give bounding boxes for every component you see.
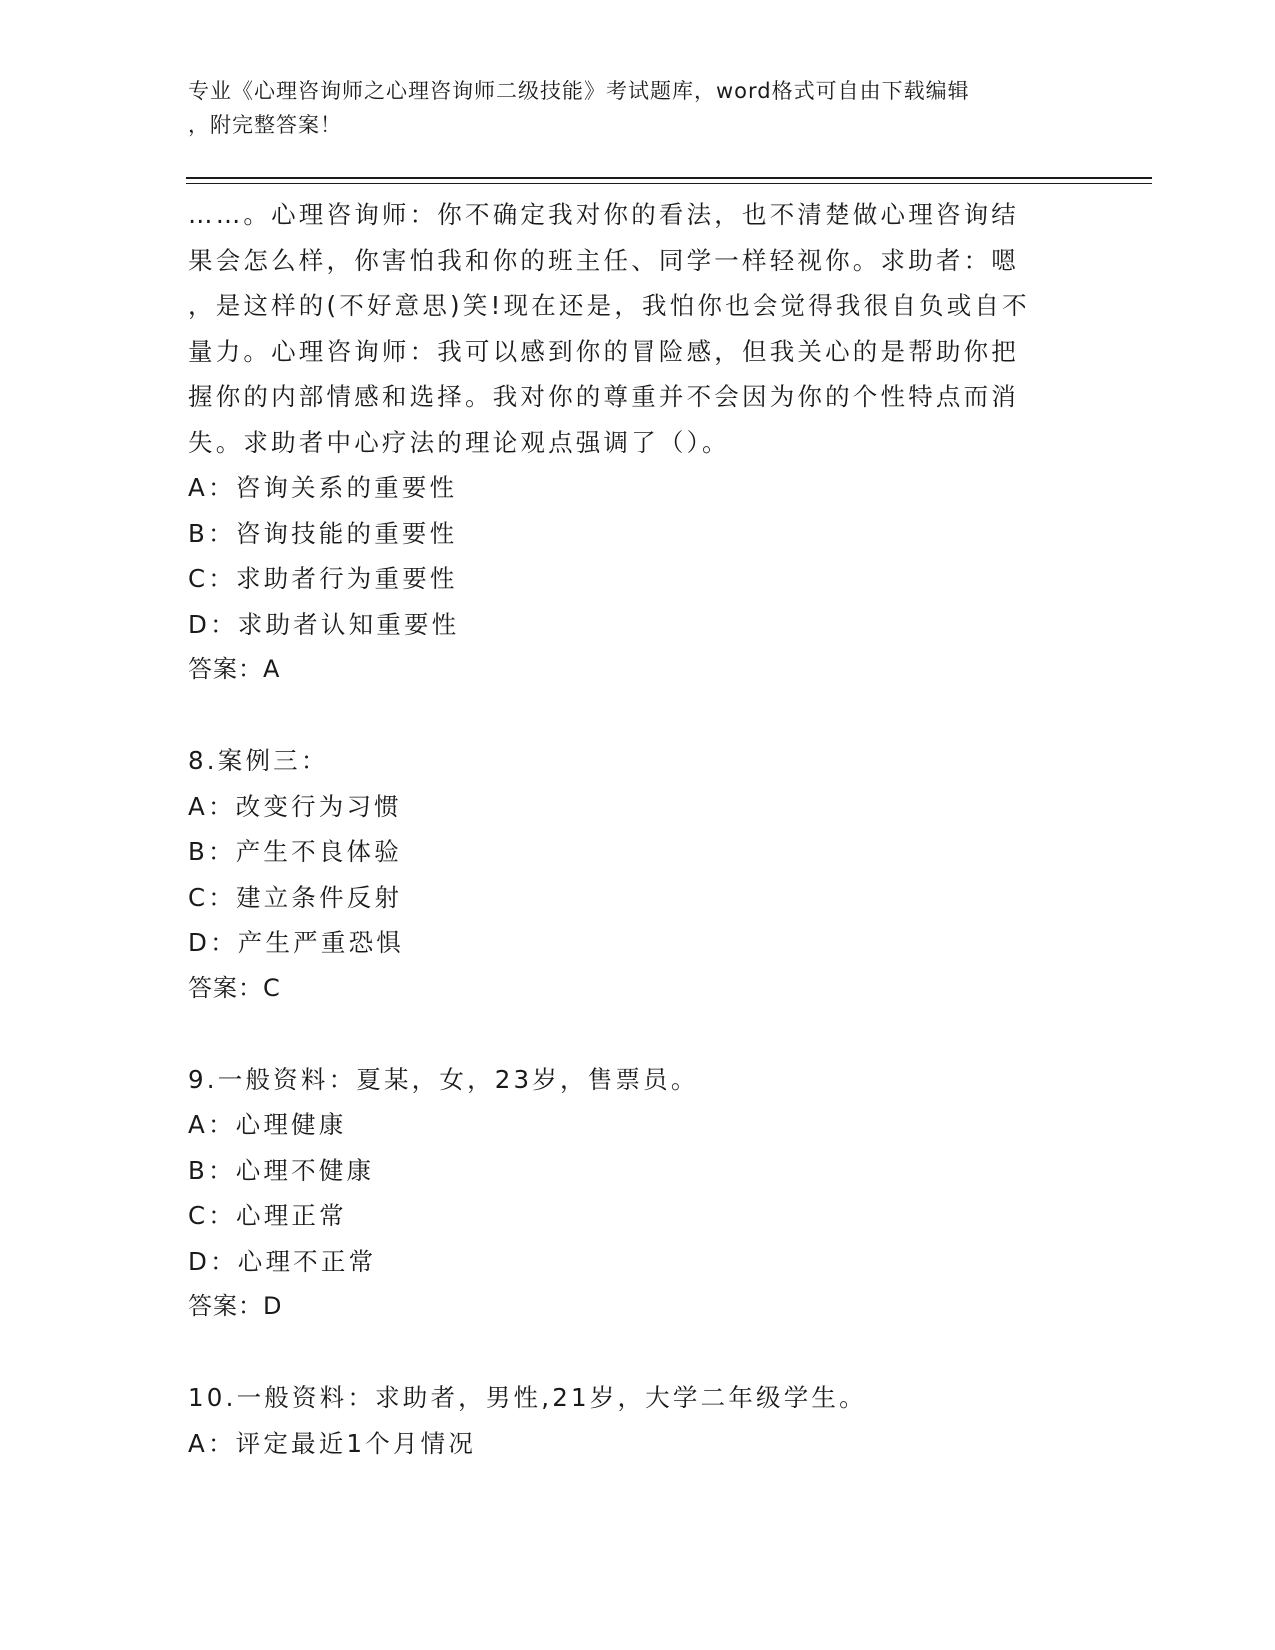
option-a: A：心理健康 [188,1110,347,1139]
question-title: 8.案例三： [188,746,329,775]
option-b: B：心理不健康 [188,1155,375,1185]
passage-line: ，是这样的(不好意思)笑!现在还是，我怕你也会觉得我很自负或自不 [188,291,1030,320]
option-a: A：咨询关系的重要性 [188,473,458,502]
option-d: D：心理不正常 [188,1246,377,1276]
spacer [188,1330,1088,1376]
question-title: 10.一般资料：求助者，男性,21岁，大学二年级学生。 [188,1383,867,1412]
passage-line: 果会怎么样，你害怕我和你的班主任、同学一样轻视你。求助者：嗯 [188,245,1019,275]
question-10 [188,1375,1088,1466]
option-d: D：求助者认知重要性 [188,609,460,639]
question-7 [188,192,1088,693]
question-content [188,192,1088,1466]
passage-line: ……。心理咨询师：你不确定我对你的看法，也不清楚做心理咨询结 [188,200,1019,229]
option-b: B：产生不良体验 [188,837,402,866]
passage-line: 量力。心理咨询师：我可以感到你的冒险感，但我关心的是帮助你把 [188,336,1019,366]
header-line-1: 专业《心理咨询师之心理咨询师二级技能》考试题库，word格式可自由下载编辑 [188,79,970,103]
question-8 [188,738,1088,1011]
answer: 答案：D [188,1292,283,1320]
header-divider-thick [186,177,1152,179]
header-line-2: ，附完整答案！ [188,113,342,137]
answer: 答案：C [188,973,281,1002]
passage-line: 失。求助者中心疗法的理论观点强调了（）。 [188,427,730,457]
option-a: A：评定最近1个月情况 [188,1428,477,1458]
option-a: A：改变行为习惯 [188,791,402,821]
document-header [188,74,1068,142]
question-title: 9.一般资料：夏某，女，23岁，售票员。 [188,1064,699,1094]
option-b: B：咨询技能的重要性 [188,518,458,548]
option-c: C：心理正常 [188,1201,347,1230]
option-d: D：产生严重恐惧 [188,928,404,957]
header-divider-thin [186,183,1152,184]
spacer [188,693,1088,739]
option-c: C：求助者行为重要性 [188,564,458,593]
passage-line: 握你的内部情感和选择。我对你的尊重并不会因为你的个性特点而消 [188,382,1019,411]
spacer [188,1011,1088,1057]
option-c: C：建立条件反射 [188,882,403,912]
question-9 [188,1057,1088,1330]
answer: 答案：A [188,655,281,683]
